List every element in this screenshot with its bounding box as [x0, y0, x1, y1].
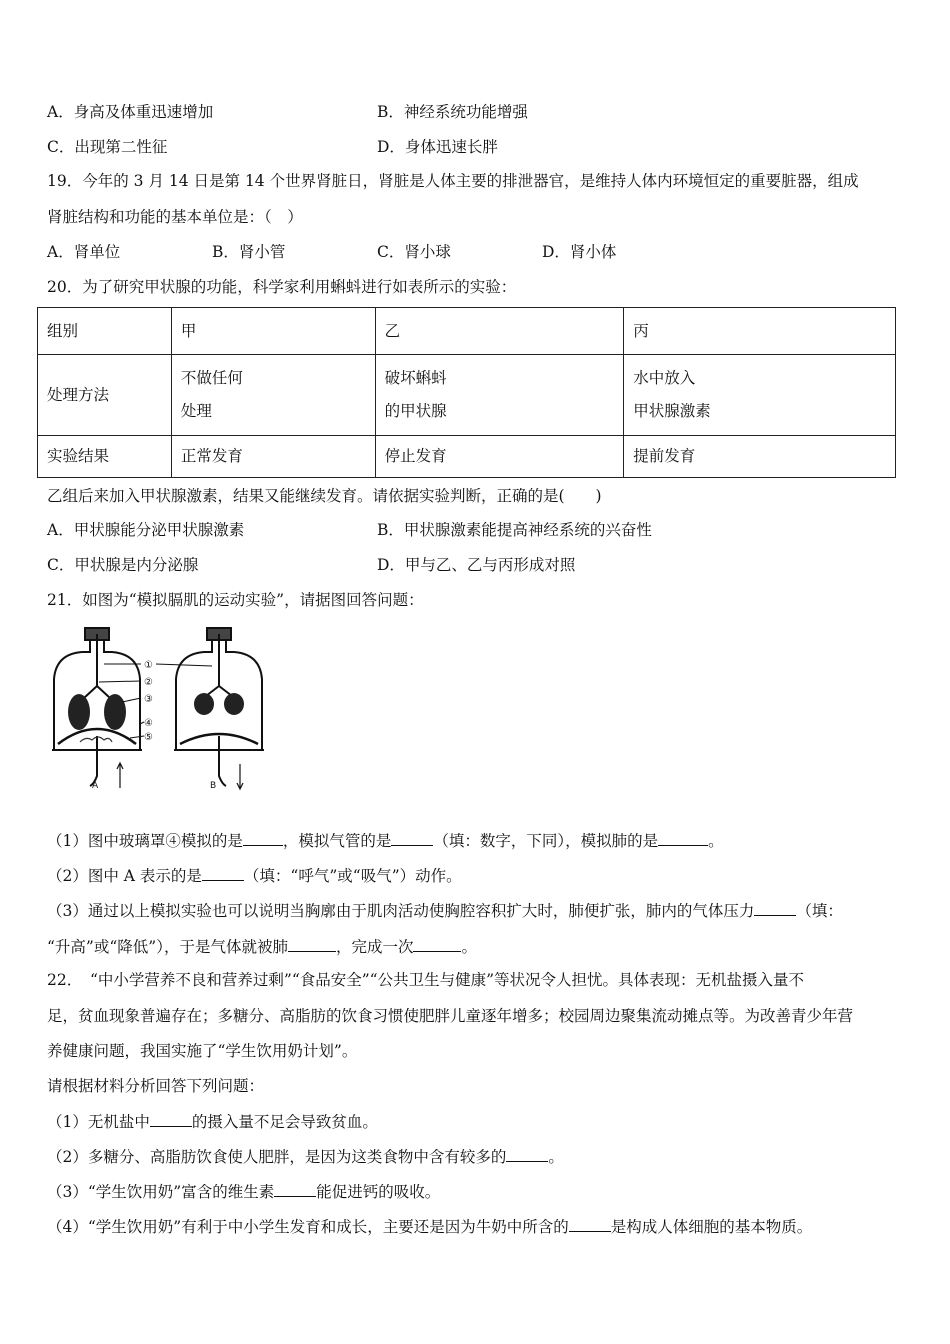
- q22-sub1: [47, 1111, 378, 1132]
- callout-line-2: [99, 681, 141, 682]
- table-cell: [624, 355, 896, 436]
- text-segment: ，模拟气管的是: [282, 832, 392, 850]
- q18-option-b: B．神经系统功能增强: [377, 103, 528, 121]
- q22-sub3: [47, 1181, 440, 1202]
- figure-label-5: ⑤: [144, 732, 153, 743]
- text-segment: （3）“学生饮用奶”富含的维生素: [47, 1183, 275, 1201]
- cell-line: 破坏蝌蚪: [384, 369, 447, 387]
- q22-sub2: [47, 1146, 564, 1167]
- table-row-result: [38, 436, 896, 478]
- bronchi-a: [84, 686, 110, 698]
- lung-right-a: [104, 694, 126, 730]
- lung-right-b: [224, 693, 244, 715]
- answer-blank[interactable]: [391, 830, 433, 846]
- text-segment: （填：“呼气”或“吸气”）动作。: [243, 867, 462, 885]
- text-segment: 能促进钙的吸收。: [316, 1183, 441, 1201]
- text-segment: 。: [708, 832, 724, 850]
- q21-part3-line1: [47, 900, 843, 921]
- figure-label-1: ①: [144, 660, 153, 671]
- q18-option-c: C．出现第二性征: [47, 138, 168, 156]
- answer-blank[interactable]: [288, 936, 336, 952]
- table-header-row: [38, 308, 896, 355]
- text-segment: 。: [461, 938, 477, 956]
- q21-stem: 21．如图为“模拟膈肌的运动实验”，请据图回答问题：: [47, 591, 424, 609]
- table-cell: 提前发育: [624, 436, 896, 478]
- text-segment: （填：数字，下同），模拟肺的是: [433, 832, 659, 850]
- table-cell: 实验结果: [38, 436, 172, 478]
- text-segment: （2）多糖分、高脂肪饮食使人肥胖，是因为这类食物中含有较多的: [47, 1148, 507, 1166]
- diaphragm-model-figure: [44, 624, 284, 794]
- experiment-table: [37, 307, 896, 478]
- text-segment: “升高”或“降低”），于是气体就被肺: [47, 938, 288, 956]
- callout-line-1b: [156, 664, 212, 666]
- table-cell: 丙: [624, 308, 896, 355]
- table-cell: 甲: [171, 308, 375, 355]
- text-segment: ，完成一次: [335, 938, 414, 956]
- answer-blank[interactable]: [202, 865, 244, 881]
- q20-option-c: C．甲状腺是内分泌腺: [47, 556, 199, 574]
- text-segment: 是构成人体细胞的基本物质。: [610, 1218, 813, 1236]
- lung-left-b: [194, 693, 214, 715]
- q22-line3: 养健康问题，我国实施了“学生饮用奶计划”。: [47, 1042, 358, 1060]
- table-cell: 正常发育: [171, 436, 375, 478]
- table-cell: 处理方法: [38, 355, 172, 436]
- figure-label-3: ③: [144, 694, 153, 705]
- answer-blank[interactable]: [243, 830, 283, 846]
- callout-line-5: [130, 736, 144, 738]
- table-row-treatment: [38, 355, 896, 436]
- answer-blank[interactable]: [506, 1146, 548, 1162]
- answer-blank[interactable]: [658, 830, 708, 846]
- q20-option-d: D．甲与乙、乙与丙形成对照: [377, 556, 576, 574]
- q20-stem: 20．为了研究甲状腺的功能，科学家利用蝌蚪进行如表所示的实验：: [47, 278, 517, 296]
- cell-line: 水中放入: [633, 369, 696, 387]
- answer-blank[interactable]: [413, 936, 461, 952]
- q19-option-a: A．肾单位: [47, 243, 121, 261]
- answer-blank[interactable]: [754, 900, 796, 916]
- pull-string-b: [219, 736, 226, 786]
- table-cell: 停止发育: [375, 436, 624, 478]
- text-segment: （2）图中 A 表示的是: [47, 867, 202, 885]
- q18-option-d: D．身体迅速长胖: [377, 138, 498, 156]
- text-segment: （4）“学生饮用奶”有利于中小学生发育和成长，主要还是因为牛奶中所含的: [47, 1218, 569, 1236]
- cell-line: 不做任何: [180, 369, 243, 387]
- text-segment: 。: [548, 1148, 564, 1166]
- q18-option-a: A．身高及体重迅速增加: [47, 103, 214, 121]
- text-segment: 的摄入量不足会导致贫血。: [191, 1113, 378, 1131]
- figure-label-b: B: [210, 781, 217, 791]
- figure-label-a: A: [92, 781, 99, 791]
- table-cell: [171, 355, 375, 436]
- text-segment: （1）图中玻璃罩④模拟的是: [47, 832, 243, 850]
- q22-line1: 22． “中小学营养不良和营养过剩”“食品安全”“公共卫生与健康”等状况令人担忧。具体表现：无机盐摄入量不: [47, 971, 805, 989]
- bronchi-b: [206, 686, 232, 696]
- pull-string-a: [90, 736, 97, 786]
- cell-line: 的甲状腺: [384, 402, 447, 420]
- figure-label-2: ②: [144, 677, 153, 688]
- q19-stem-line1: 19．今年的 3 月 14 日是第 14 个世界肾脏日，肾脏是人体主要的排泄器官，是维持人体内环境恒定的重要脏器，组成: [47, 172, 859, 190]
- q19-option-b: B．肾小管: [212, 243, 286, 261]
- q21-part1: [47, 830, 724, 851]
- q21-part2: [47, 865, 462, 886]
- q20-after-text: 乙组后来加入甲状腺激素，结果又能继续发育。请依据实验判断，正确的是( ): [47, 487, 602, 505]
- q21-part3-line2: [47, 936, 477, 957]
- answer-blank[interactable]: [150, 1111, 192, 1127]
- q20-option-b: B．甲状腺激素能提高神经系统的兴奋性: [377, 521, 652, 539]
- cell-line: 处理: [180, 402, 212, 420]
- table-cell: [375, 355, 624, 436]
- q22-prompt: 请根据材料分析回答下列问题：: [47, 1077, 265, 1095]
- cell-line: 甲状腺激素: [633, 402, 711, 420]
- q19-stem-line2: 肾脏结构和功能的基本单位是：（ ）: [47, 208, 303, 226]
- table-cell: 乙: [375, 308, 624, 355]
- q19-option-d: D．肾小体: [542, 243, 617, 261]
- q22-sub4: [47, 1216, 812, 1237]
- q22-line2: 足，贫血现象普遍存在；多糖分、高脂肪的饮食习惯使肥胖儿童逐年增多；校园周边聚集流动摊点等。为改善青少年营: [47, 1007, 854, 1025]
- answer-blank[interactable]: [569, 1216, 611, 1232]
- q20-option-a: A．甲状腺能分泌甲状腺激素: [47, 521, 245, 539]
- table-cell: 组别: [38, 308, 172, 355]
- figure-label-4: ④: [144, 718, 153, 729]
- q19-option-c: C．肾小球: [377, 243, 451, 261]
- text-segment: （3）通过以上模拟实验也可以说明当胸廓由于肌肉活动使胸腔容积扩大时，肺便扩张，肺内的气体压力: [47, 902, 755, 920]
- text-segment: （填：: [796, 902, 843, 920]
- callout-line-3: [122, 698, 141, 702]
- text-segment: （1）无机盐中: [47, 1113, 150, 1131]
- answer-blank[interactable]: [274, 1181, 316, 1197]
- lung-left-a: [68, 694, 90, 730]
